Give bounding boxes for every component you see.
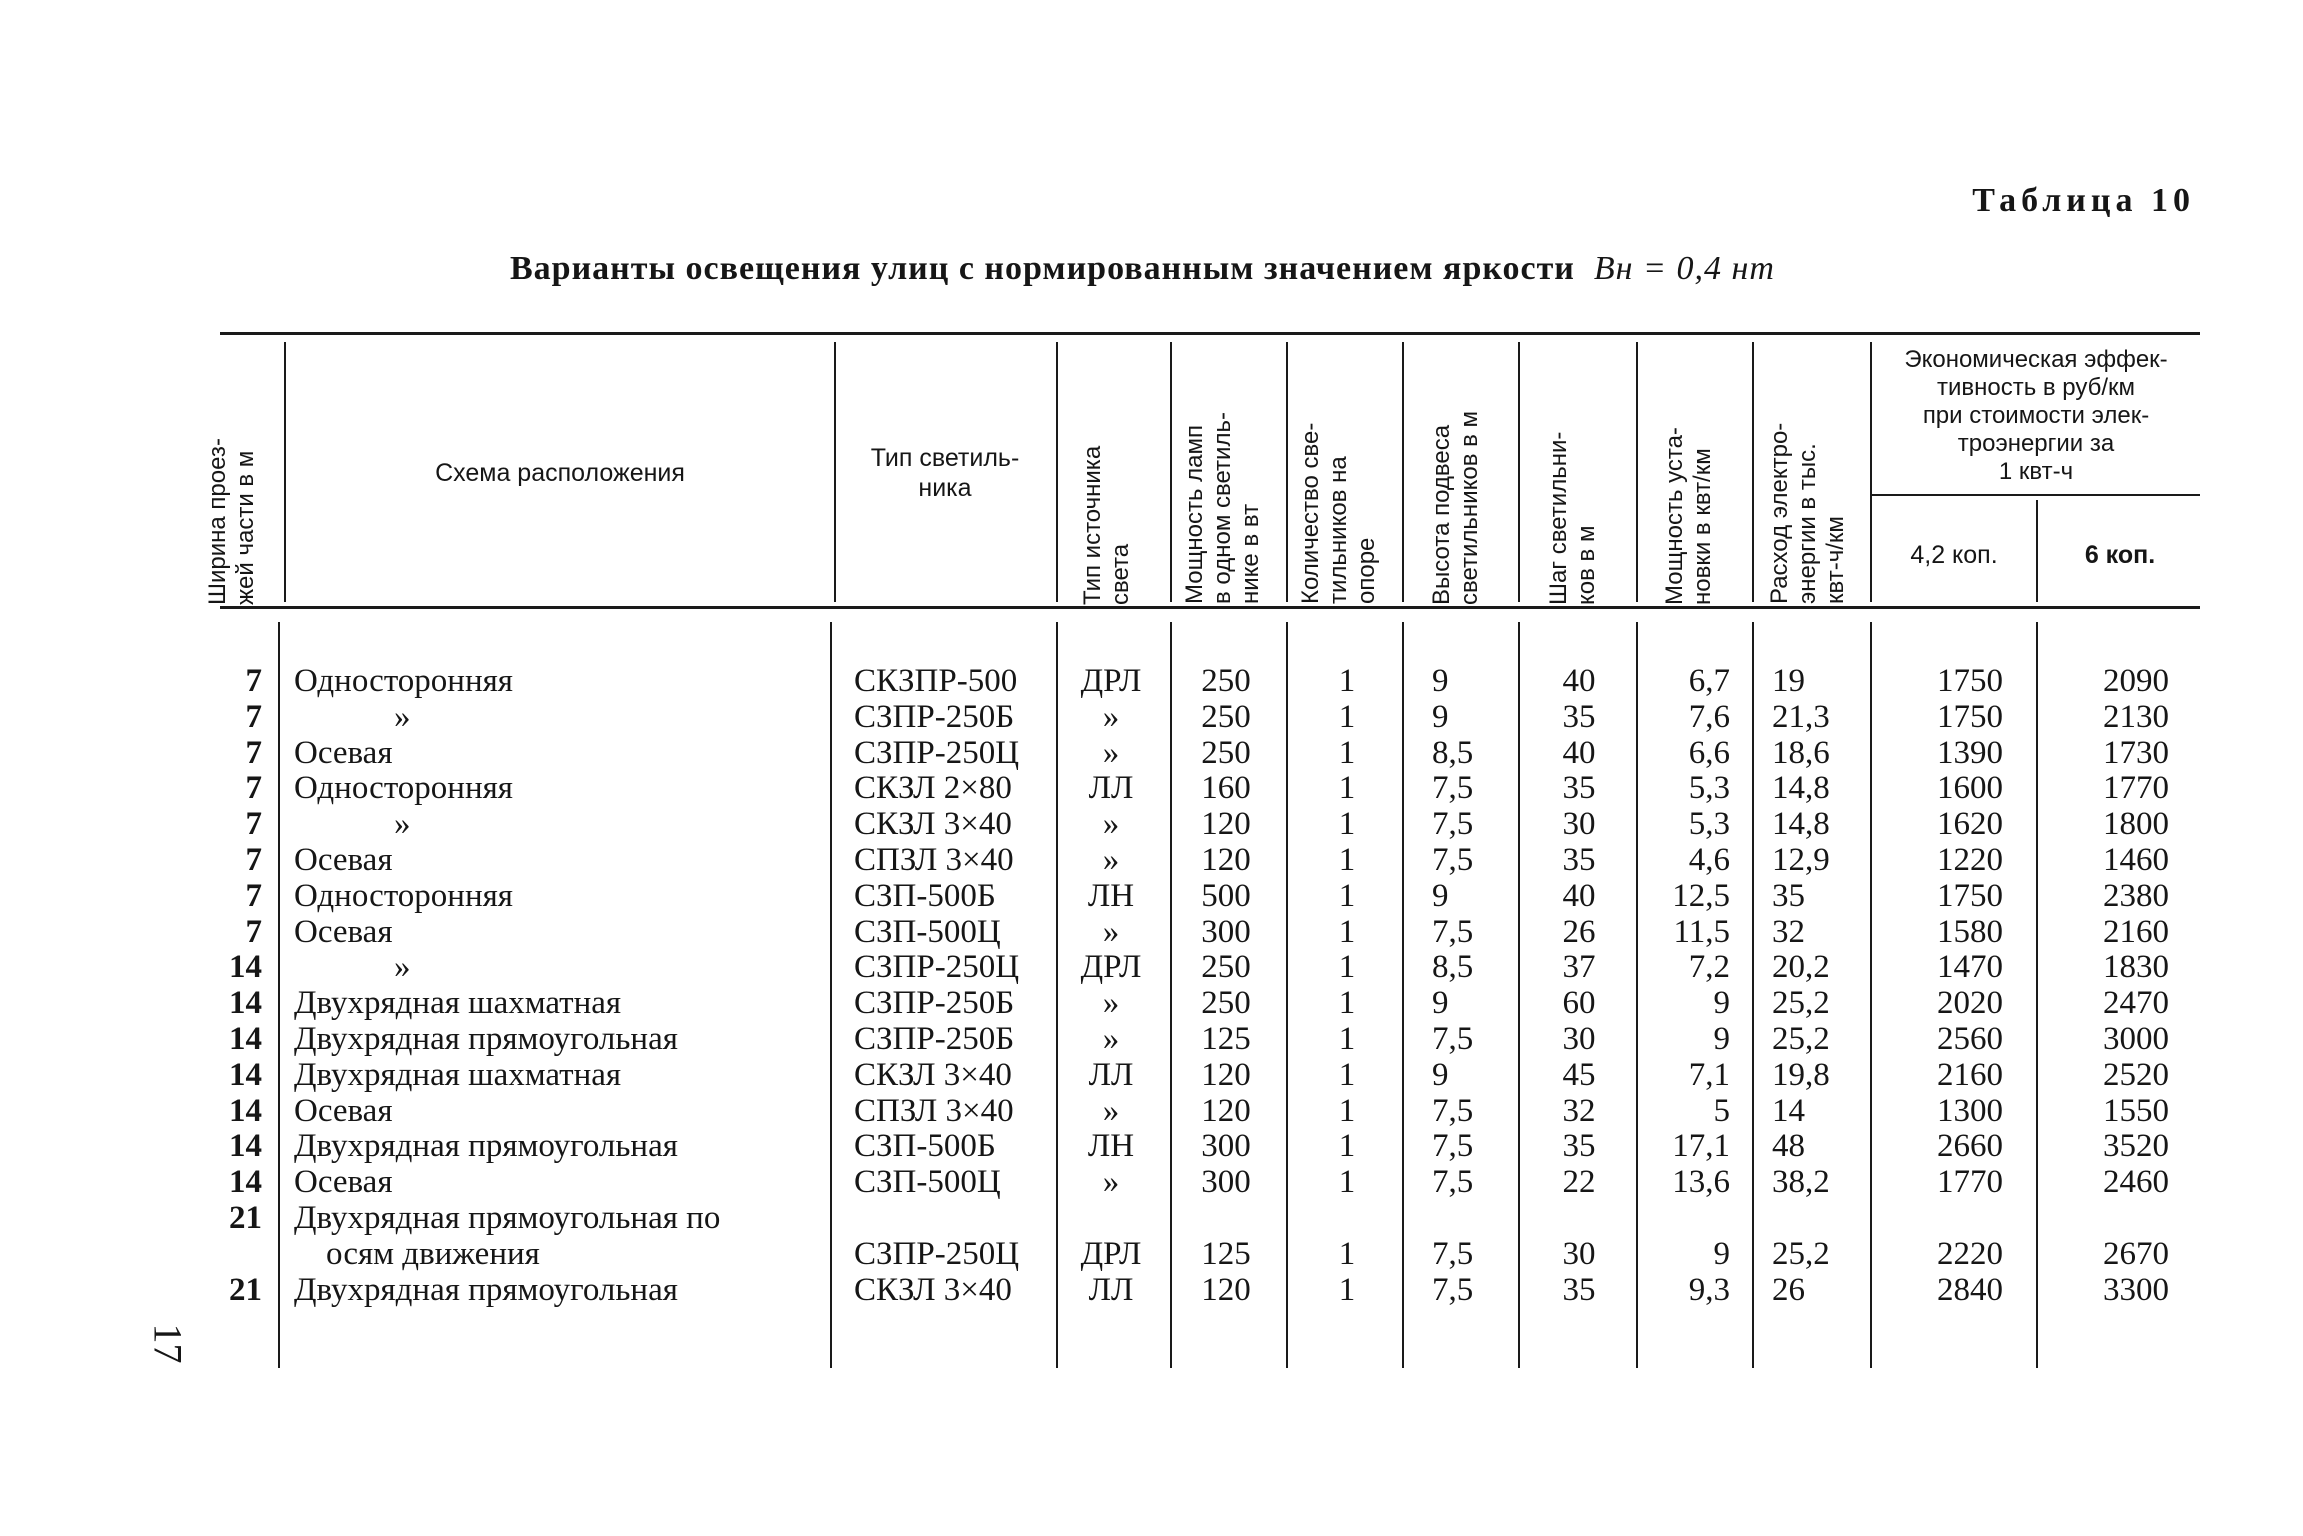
cell-economic-42: 1750 (1937, 663, 2003, 699)
cell-source-type: » (1102, 841, 1120, 878)
cell-count: 1 (1338, 877, 1356, 914)
header-width: Ширина проез- жей части в м (204, 438, 259, 605)
cell-economic-6: 2520 (2103, 1056, 2169, 1093)
header-source-type: Тип источника света (1079, 445, 1134, 605)
cell-width: 14 (229, 1056, 262, 1093)
cell-installed-power: 7,6 (1688, 698, 1730, 735)
cell-consumption: 38,2 (1772, 1164, 1830, 1201)
cell-consumption: 20,2 (1772, 949, 1830, 986)
cell-step: 40 (1562, 734, 1596, 771)
cell-height: 9 (1432, 1056, 1449, 1093)
cell-installed-power: 9,3 (1688, 1271, 1730, 1308)
cell-source-type: ЛЛ (1088, 1271, 1134, 1308)
header-height: Высота подвеса светильников в м (1428, 410, 1483, 605)
cell-consumption: 35 (1772, 877, 1805, 914)
header-separator (1402, 342, 1404, 602)
header-count: Количество све- тильников на опоре (1297, 422, 1380, 604)
cell-scheme: Осевая (294, 1092, 393, 1129)
cell-width: 7 (245, 877, 262, 914)
cell-economic-42: 1580 (1937, 913, 2003, 950)
cell-scheme: Двухрядная прямоугольная (294, 1020, 678, 1057)
cell-scheme: Осевая (294, 841, 393, 878)
cell-count: 1 (1338, 663, 1356, 699)
cell-lamp-power: 500 (1201, 877, 1251, 914)
cell-width: 21 (229, 1271, 262, 1308)
header-lamp-type: Тип светиль- ника (870, 444, 1020, 502)
cell-step: 60 (1562, 985, 1596, 1022)
cell-economic-42: 2160 (1937, 1056, 2003, 1093)
cell-count: 1 (1338, 841, 1356, 878)
cell-count: 1 (1338, 1092, 1356, 1129)
table-row (0, 842, 2303, 878)
table-top-rule (220, 332, 2200, 335)
cell-economic-42: 2660 (1937, 1128, 2003, 1165)
cell-source-type: » (1102, 1020, 1120, 1057)
cell-lamp-type: СЗПР-250Б (854, 698, 1015, 735)
cell-lamp-type: СКЗЛ 3×40 (854, 806, 1012, 843)
cell-scheme: Двухрядная шахматная (294, 1056, 622, 1093)
cell-installed-power: 4,6 (1688, 841, 1730, 878)
cell-economic-42: 1470 (1937, 949, 2003, 986)
header-price-42: 4,2 коп. (1910, 541, 1998, 569)
cell-step: 35 (1562, 1271, 1596, 1308)
cell-lamp-type: СКЗЛ 3×40 (854, 1271, 1012, 1308)
cell-step: 30 (1562, 1020, 1596, 1057)
cell-lamp-type: СЗПР-250Ц (854, 1235, 1020, 1272)
cell-economic-42: 1750 (1937, 698, 2003, 735)
header-scheme: Схема расположения (435, 459, 685, 487)
table-row (0, 949, 2303, 985)
cell-lamp-power: 300 (1201, 1128, 1251, 1165)
cell-economic-6: 1830 (2103, 949, 2169, 986)
cell-lamp-power: 120 (1201, 841, 1251, 878)
cell-economic-42: 2020 (1937, 985, 2003, 1022)
cell-economic-42: 2560 (1937, 1020, 2003, 1057)
cell-installed-power: 9 (1713, 1235, 1730, 1272)
cell-scheme: » (394, 806, 411, 843)
cell-scheme: Односторонняя (294, 663, 513, 699)
cell-economic-42: 1620 (1937, 806, 2003, 843)
cell-width: 7 (245, 698, 262, 735)
cell-lamp-type: СЗПР-250Б (854, 1020, 1015, 1057)
cell-lamp-power: 250 (1201, 663, 1251, 699)
header-separator (1286, 342, 1288, 602)
cell-installed-power: 5,3 (1688, 806, 1730, 843)
cell-width: 7 (245, 806, 262, 843)
cell-width: 7 (245, 841, 262, 878)
cell-scheme: Односторонняя (294, 770, 513, 807)
cell-lamp-power: 120 (1201, 1092, 1251, 1129)
cell-count: 1 (1338, 949, 1356, 986)
cell-count: 1 (1338, 1271, 1356, 1308)
table-row (0, 878, 2303, 914)
cell-economic-6: 3520 (2103, 1128, 2169, 1165)
cell-lamp-power: 120 (1201, 1056, 1251, 1093)
cell-consumption: 14 (1772, 1092, 1805, 1129)
cell-source-type: » (1102, 698, 1120, 735)
cell-installed-power: 5 (1713, 1092, 1730, 1129)
cell-economic-6: 1800 (2103, 806, 2169, 843)
header-separator (834, 342, 836, 602)
cell-economic-6: 2670 (2103, 1235, 2169, 1272)
cell-height: 7,5 (1432, 806, 1474, 843)
cell-width: 7 (245, 663, 262, 699)
cell-scheme: Двухрядная шахматная (294, 985, 622, 1022)
cell-installed-power: 11,5 (1673, 913, 1730, 950)
cell-consumption: 12,9 (1772, 841, 1830, 878)
cell-step: 45 (1562, 1056, 1596, 1093)
cell-lamp-power: 300 (1201, 1164, 1251, 1201)
cell-lamp-power: 120 (1201, 1271, 1251, 1308)
cell-lamp-power: 300 (1201, 913, 1251, 950)
table-row (0, 1021, 2303, 1057)
cell-height: 7,5 (1432, 1271, 1474, 1308)
cell-width: 14 (229, 1164, 262, 1201)
scheme-line-2: осям движения (326, 1235, 540, 1272)
economic-subheader-rule (1870, 494, 2200, 496)
cell-economic-42: 1750 (1937, 877, 2003, 914)
cell-lamp-power: 120 (1201, 806, 1251, 843)
cell-lamp-type: СЗПР-250Б (854, 985, 1015, 1022)
cell-consumption: 48 (1772, 1128, 1805, 1165)
cell-installed-power: 6,7 (1688, 663, 1730, 699)
cell-installed-power: 5,3 (1688, 770, 1730, 807)
cell-consumption: 25,2 (1772, 1235, 1830, 1272)
cell-height: 7,5 (1432, 1128, 1474, 1165)
cell-step: 35 (1562, 1128, 1596, 1165)
cell-height: 9 (1432, 985, 1449, 1022)
cell-economic-6: 2470 (2103, 985, 2169, 1022)
cell-count: 1 (1338, 985, 1356, 1022)
cell-lamp-type: СЗП-500Ц (854, 1164, 1001, 1201)
cell-consumption: 25,2 (1772, 1020, 1830, 1057)
table-row (0, 699, 2303, 735)
cell-economic-6: 3000 (2103, 1020, 2169, 1057)
cell-installed-power: 12,5 (1672, 877, 1730, 914)
cell-source-type: ЛН (1087, 1128, 1135, 1165)
cell-step: 37 (1562, 949, 1596, 986)
table-row (0, 806, 2303, 842)
cell-consumption: 19,8 (1772, 1056, 1830, 1093)
cell-step: 22 (1562, 1164, 1596, 1201)
header-separator (2036, 500, 2038, 602)
header-separator (1636, 342, 1638, 602)
cell-scheme: Осевая (294, 1164, 393, 1201)
table-row (0, 663, 2303, 699)
cell-economic-6: 1460 (2103, 841, 2169, 878)
cell-scheme: Двухрядная прямоугольная (294, 1128, 678, 1165)
cell-scheme: » (394, 698, 411, 735)
cell-consumption: 14,8 (1772, 770, 1830, 807)
cell-economic-6: 3300 (2103, 1271, 2169, 1308)
cell-installed-power: 6,6 (1688, 734, 1730, 771)
cell-count: 1 (1338, 734, 1356, 771)
table-row (0, 1093, 2303, 1129)
cell-source-type: ДРЛ (1080, 1235, 1142, 1272)
cell-count: 1 (1338, 1235, 1356, 1272)
cell-lamp-power: 125 (1201, 1020, 1251, 1057)
cell-source-type: » (1102, 734, 1120, 771)
cell-consumption: 14,8 (1772, 806, 1830, 843)
cell-step: 40 (1562, 663, 1596, 699)
header-lamp-power: Мощность ламп в одном светиль- нике в вт (1181, 412, 1264, 604)
cell-economic-42: 1770 (1937, 1164, 2003, 1201)
header-step: Шаг светильни- ков в м (1545, 431, 1600, 605)
cell-lamp-power: 125 (1201, 1235, 1251, 1272)
cell-source-type: ЛЛ (1088, 1056, 1134, 1093)
cell-lamp-type: СКЗЛ 3×40 (854, 1056, 1012, 1093)
cell-installed-power: 17,1 (1672, 1128, 1730, 1165)
table-row (0, 1164, 2303, 1200)
cell-consumption: 19 (1772, 663, 1805, 699)
cell-count: 1 (1338, 770, 1356, 807)
cell-width: 7 (245, 913, 262, 950)
cell-step: 35 (1562, 770, 1596, 807)
table-row (0, 1200, 2303, 1272)
cell-lamp-type: СПЗЛ 3×40 (854, 1092, 1014, 1129)
table-row (0, 1272, 2303, 1308)
cell-economic-42: 1600 (1937, 770, 2003, 807)
cell-scheme: Двухрядная прямоугольная (294, 1271, 678, 1308)
table-row (0, 985, 2303, 1021)
cell-width: 14 (229, 985, 262, 1022)
table-label: Таблица 10 (1972, 182, 2195, 219)
cell-scheme: Осевая (294, 913, 393, 950)
cell-economic-42: 2220 (1937, 1235, 2003, 1272)
header-separator (1056, 342, 1058, 602)
cell-source-type: ЛН (1087, 877, 1135, 914)
header-economic: Экономическая эффек- тивность в руб/км при стоимости элек- троэнергии за 1 квт-ч (1904, 346, 2168, 485)
cell-economic-6: 1730 (2103, 734, 2169, 771)
page-number: 17 (145, 1323, 191, 1364)
table-row (0, 1057, 2303, 1093)
cell-economic-6: 2090 (2103, 663, 2169, 699)
cell-count: 1 (1338, 1128, 1356, 1165)
cell-lamp-type: СКЗПР-500 (854, 663, 1018, 699)
cell-installed-power: 9 (1713, 985, 1730, 1022)
cell-source-type: » (1102, 806, 1120, 843)
cell-height: 9 (1432, 663, 1449, 699)
cell-economic-6: 2460 (2103, 1164, 2169, 1201)
cell-economic-6: 2380 (2103, 877, 2169, 914)
cell-scheme: » (394, 949, 411, 986)
table-body (0, 663, 2303, 1307)
cell-source-type: » (1102, 985, 1120, 1022)
cell-height: 9 (1432, 698, 1449, 735)
cell-lamp-type: СЗП-500Б (854, 877, 996, 914)
table-row (0, 914, 2303, 950)
cell-source-type: ДРЛ (1080, 663, 1142, 699)
cell-step: 30 (1562, 1235, 1596, 1272)
cell-installed-power: 9 (1713, 1020, 1730, 1057)
cell-height: 8,5 (1432, 734, 1474, 771)
cell-consumption: 26 (1772, 1271, 1805, 1308)
cell-width: 7 (245, 734, 262, 771)
cell-source-type: » (1102, 1164, 1120, 1201)
cell-lamp-power: 250 (1201, 698, 1251, 735)
cell-installed-power: 7,2 (1688, 949, 1730, 986)
table-row (0, 735, 2303, 771)
cell-lamp-type: СЗП-500Ц (854, 913, 1001, 950)
cell-width: 14 (229, 1128, 262, 1165)
cell-lamp-type: СЗП-500Б (854, 1128, 996, 1165)
cell-width: 7 (245, 770, 262, 807)
cell-width: 14 (229, 949, 262, 986)
cell-step: 40 (1562, 877, 1596, 914)
cell-installed-power: 7,1 (1688, 1056, 1730, 1093)
cell-step: 32 (1562, 1092, 1596, 1129)
cell-step: 30 (1562, 806, 1596, 843)
cell-economic-42: 2840 (1937, 1271, 2003, 1308)
cell-lamp-type: СЗПР-250Ц (854, 949, 1020, 986)
cell-economic-6: 2130 (2103, 698, 2169, 735)
title-formula: Bн = 0,4 нт (1593, 250, 1775, 287)
cell-count: 1 (1338, 1056, 1356, 1093)
cell-count: 1 (1338, 1164, 1356, 1201)
cell-count: 1 (1338, 1020, 1356, 1057)
cell-height: 7,5 (1432, 770, 1474, 807)
header-installed-power: Мощность уста- новки в квт/км (1661, 427, 1716, 605)
table-title (510, 250, 1775, 288)
cell-installed-power: 13,6 (1672, 1164, 1730, 1201)
cell-consumption: 21,3 (1772, 698, 1830, 735)
table-header-rule (220, 606, 2200, 609)
cell-economic-6: 1550 (2103, 1092, 2169, 1129)
cell-lamp-type: СЗПР-250Ц (854, 734, 1020, 771)
cell-step: 35 (1562, 841, 1596, 878)
header-price-6: 6 коп. (2084, 541, 2156, 569)
cell-height: 9 (1432, 877, 1449, 914)
cell-source-type: ДРЛ (1080, 949, 1142, 986)
header-consumption: Расход электро- энергии в тыс. квт-ч/км (1766, 422, 1849, 604)
cell-lamp-power: 160 (1201, 770, 1251, 807)
cell-count: 1 (1338, 806, 1356, 843)
cell-width: 14 (229, 1092, 262, 1129)
cell-lamp-power: 250 (1201, 734, 1251, 771)
header-separator (1752, 342, 1754, 602)
cell-height: 7,5 (1432, 1092, 1474, 1129)
cell-height: 8,5 (1432, 949, 1474, 986)
header-separator (1518, 342, 1520, 602)
cell-economic-42: 1300 (1937, 1092, 2003, 1129)
cell-lamp-power: 250 (1201, 985, 1251, 1022)
cell-scheme: Осевая (294, 734, 393, 771)
cell-source-type: » (1102, 913, 1120, 950)
cell-economic-42: 1390 (1937, 734, 2003, 771)
table-row (0, 1128, 2303, 1164)
cell-consumption: 25,2 (1772, 985, 1830, 1022)
title-text: Варианты освещения улиц с нормированным значением яркости (510, 250, 1575, 287)
cell-height: 7,5 (1432, 913, 1474, 950)
cell-step: 26 (1562, 913, 1596, 950)
cell-source-type: » (1102, 1092, 1120, 1129)
cell-economic-6: 1770 (2103, 770, 2169, 807)
cell-height: 7,5 (1432, 1164, 1474, 1201)
cell-scheme: Односторонняя (294, 877, 513, 914)
cell-source-type: ЛЛ (1088, 770, 1134, 807)
cell-economic-6: 2160 (2103, 913, 2169, 950)
cell-height: 7,5 (1432, 1235, 1474, 1272)
cell-lamp-type: СКЗЛ 2×80 (854, 770, 1012, 807)
cell-height: 7,5 (1432, 841, 1474, 878)
header-separator (284, 342, 286, 602)
cell-lamp-power: 250 (1201, 949, 1251, 986)
cell-scheme (294, 1200, 834, 1272)
table-row (0, 770, 2303, 806)
scheme-line-1: Двухрядная прямоугольная по (294, 1199, 721, 1236)
cell-consumption: 32 (1772, 913, 1805, 950)
cell-height: 7,5 (1432, 1020, 1474, 1057)
cell-consumption: 18,6 (1772, 734, 1830, 771)
cell-count: 1 (1338, 913, 1356, 950)
cell-step: 35 (1562, 698, 1596, 735)
cell-width: 14 (229, 1020, 262, 1057)
cell-lamp-type: СПЗЛ 3×40 (854, 841, 1014, 878)
header-separator (1170, 342, 1172, 602)
cell-economic-42: 1220 (1937, 841, 2003, 878)
cell-width: 21 (229, 1199, 262, 1236)
cell-count: 1 (1338, 698, 1356, 735)
